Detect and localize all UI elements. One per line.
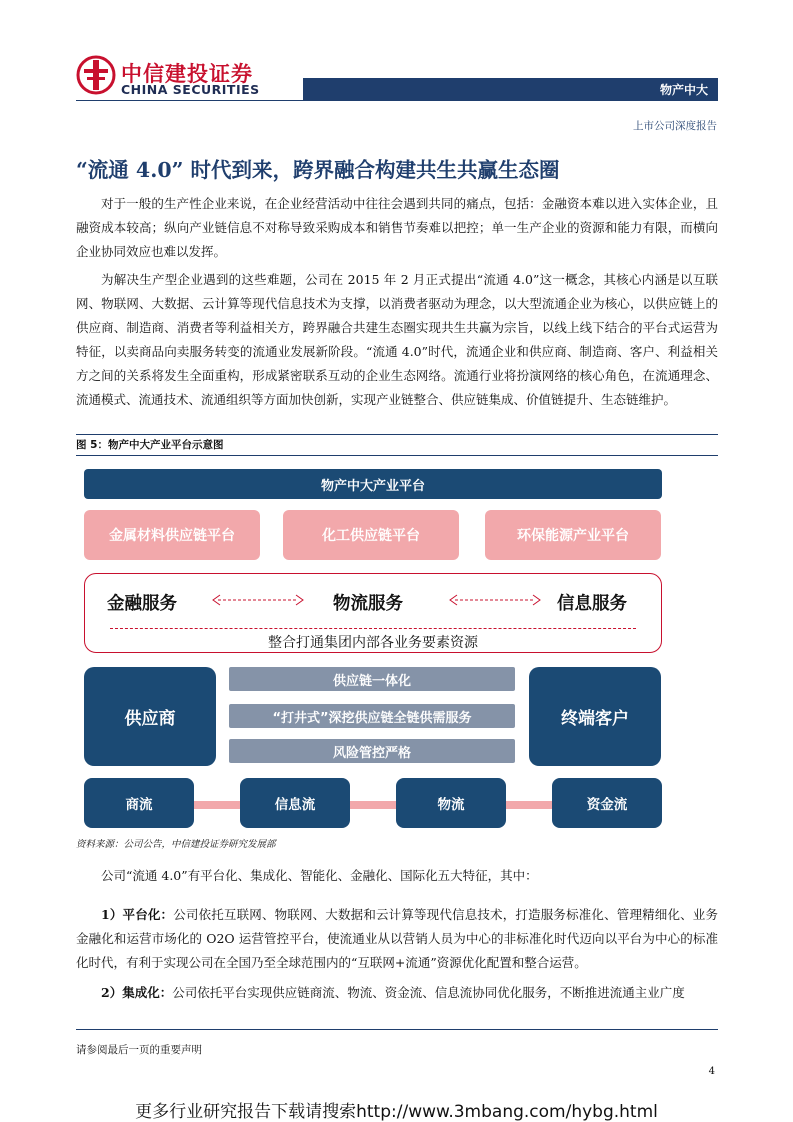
paragraph-1-text: 对于一般的生产性企业来说，在企业经营活动中往往会遇到共同的痛点，包括：金融资本难以进入实体企业，且融资成本较高；纵向产业链信息不对称导致采购成本和销售节奏难以把控；单一生产企业的资源和能力有限，而横向企业协同效应也难以发挥。 [76,196,718,259]
flow-commerce: 商流 [84,778,194,828]
supplier-block: 供应商 [84,667,216,766]
paragraph-2 [76,268,718,412]
page-number: 4 [708,1066,715,1077]
flow-logistics: 物流 [396,778,506,828]
logo-en-text: CHINA SECURITIES [121,82,260,97]
figure-title: 图 5：物产中大产业平台示意图 [76,439,224,451]
figure-title-rule [76,455,718,456]
service-finance: 金融服务 [107,594,177,614]
double-arrow-icon [210,592,306,608]
paragraph-3 [76,864,718,888]
company-tab-label: 物产中大 [659,83,708,97]
flow-capital: 资金流 [552,778,662,828]
feature-integration-text: 公司依托平台实现供应链商流、物流、资金流、信息流协同优化服务，不断推进流通主业广度 [172,985,685,1000]
paragraph-4 [76,903,718,975]
double-arrow-icon [447,592,543,608]
feature-platform-text: 公司依托互联网、物联网、大数据和云计算等现代信息技术，打造服务标准化、管理精细化、业务金融化和运营市场化的 O2O 运营管控平台，使流通业从以营销人员为中心的非标准化时代迈向以平台为中心的标准化时代，有利于实现公司在全国乃至全球范围内的“互联网+流通”资源优化配置和整合运营。 [76,907,718,970]
feature-integration-label: 2）集成化： [101,985,173,1000]
footer-ad-link[interactable]: 更多行业研究报告下载请搜索http://www.3mbang.com/hybg.html [135,1102,658,1122]
company-tab [303,78,718,100]
energy-industry-platform: 环保能源产业平台 [485,510,661,560]
footer-rule [76,1029,718,1030]
metal-supply-chain-platform: 金属材料供应链平台 [84,510,260,560]
risk-control-bar: 风险管控严格 [229,739,515,763]
paragraph-1 [76,192,718,264]
paragraph-3-text: 公司“流通 4.0”有平台化、集成化、智能化、金融化、国际化五大特征，其中： [101,868,538,883]
flow-information: 信息流 [240,778,350,828]
paragraph-4-text [76,903,718,975]
service-logistics: 物流服务 [333,594,403,614]
services-subtitle: 整合打通集团内部各业务要素资源 [268,635,478,651]
deep-supply-chain-service-bar: “打井式”深挖供应链全链供需服务 [229,704,515,728]
disclaimer: 请参阅最后一页的重要声明 [76,1044,202,1056]
end-customer-block: 终端客户 [529,667,661,766]
platform-bar: 物产中大产业平台 [84,469,662,499]
citic-logo-icon [76,55,116,95]
header-rule [76,100,718,101]
paragraph-2-text: 为解决生产型企业遇到的这些难题，公司在 2015 年 2 月正式提出“流通 4.0”这一概念，其核心内涵是以互联网、物联网、大数据、云计算等现代信息技术为支撑，以消费者驱动为理念，以大型流通企业为核心，以供应链上的供应商、制造商、消费者等利益相关方，跨界融合共建生态圈实现共生共赢为宗旨，以线上线下结合的平台式运营为特征，以卖商品向卖服务转变的流通业发展新阶段。“流通 4.0”时代，流通企业和供应商、制造商、客户、利益相关方之间的关系将发生全面重构，形成紧密联系互动的企业生态网络。流通行业将扮演网络的核心角色，在流通理念、流通模式、流通技术、流通组织等方面加快创新，实现产业链整合、供应链集成、价值链提升、生态链维护。 [76,272,718,407]
paragraph-5-text [76,981,718,1005]
services-divider [110,628,636,629]
feature-platform-label: 1）平台化： [101,907,174,922]
paragraph-5 [76,981,718,1005]
figure-top-rule [76,434,718,435]
flow-connector [150,801,610,809]
figure-source: 资料来源：公司公告，中信建投证券研究发展部 [76,839,276,850]
service-information: 信息服务 [557,594,627,614]
supply-chain-integration-bar: 供应链一体化 [229,667,515,691]
logo-cn-text: 中信建投证券 [121,62,253,86]
report-type: 上市公司深度报告 [633,120,717,132]
section-title: “流通 4.0” 时代到来，跨界融合构建共生共赢生态圈 [76,158,560,182]
chemical-supply-chain-platform: 化工供应链平台 [283,510,459,560]
